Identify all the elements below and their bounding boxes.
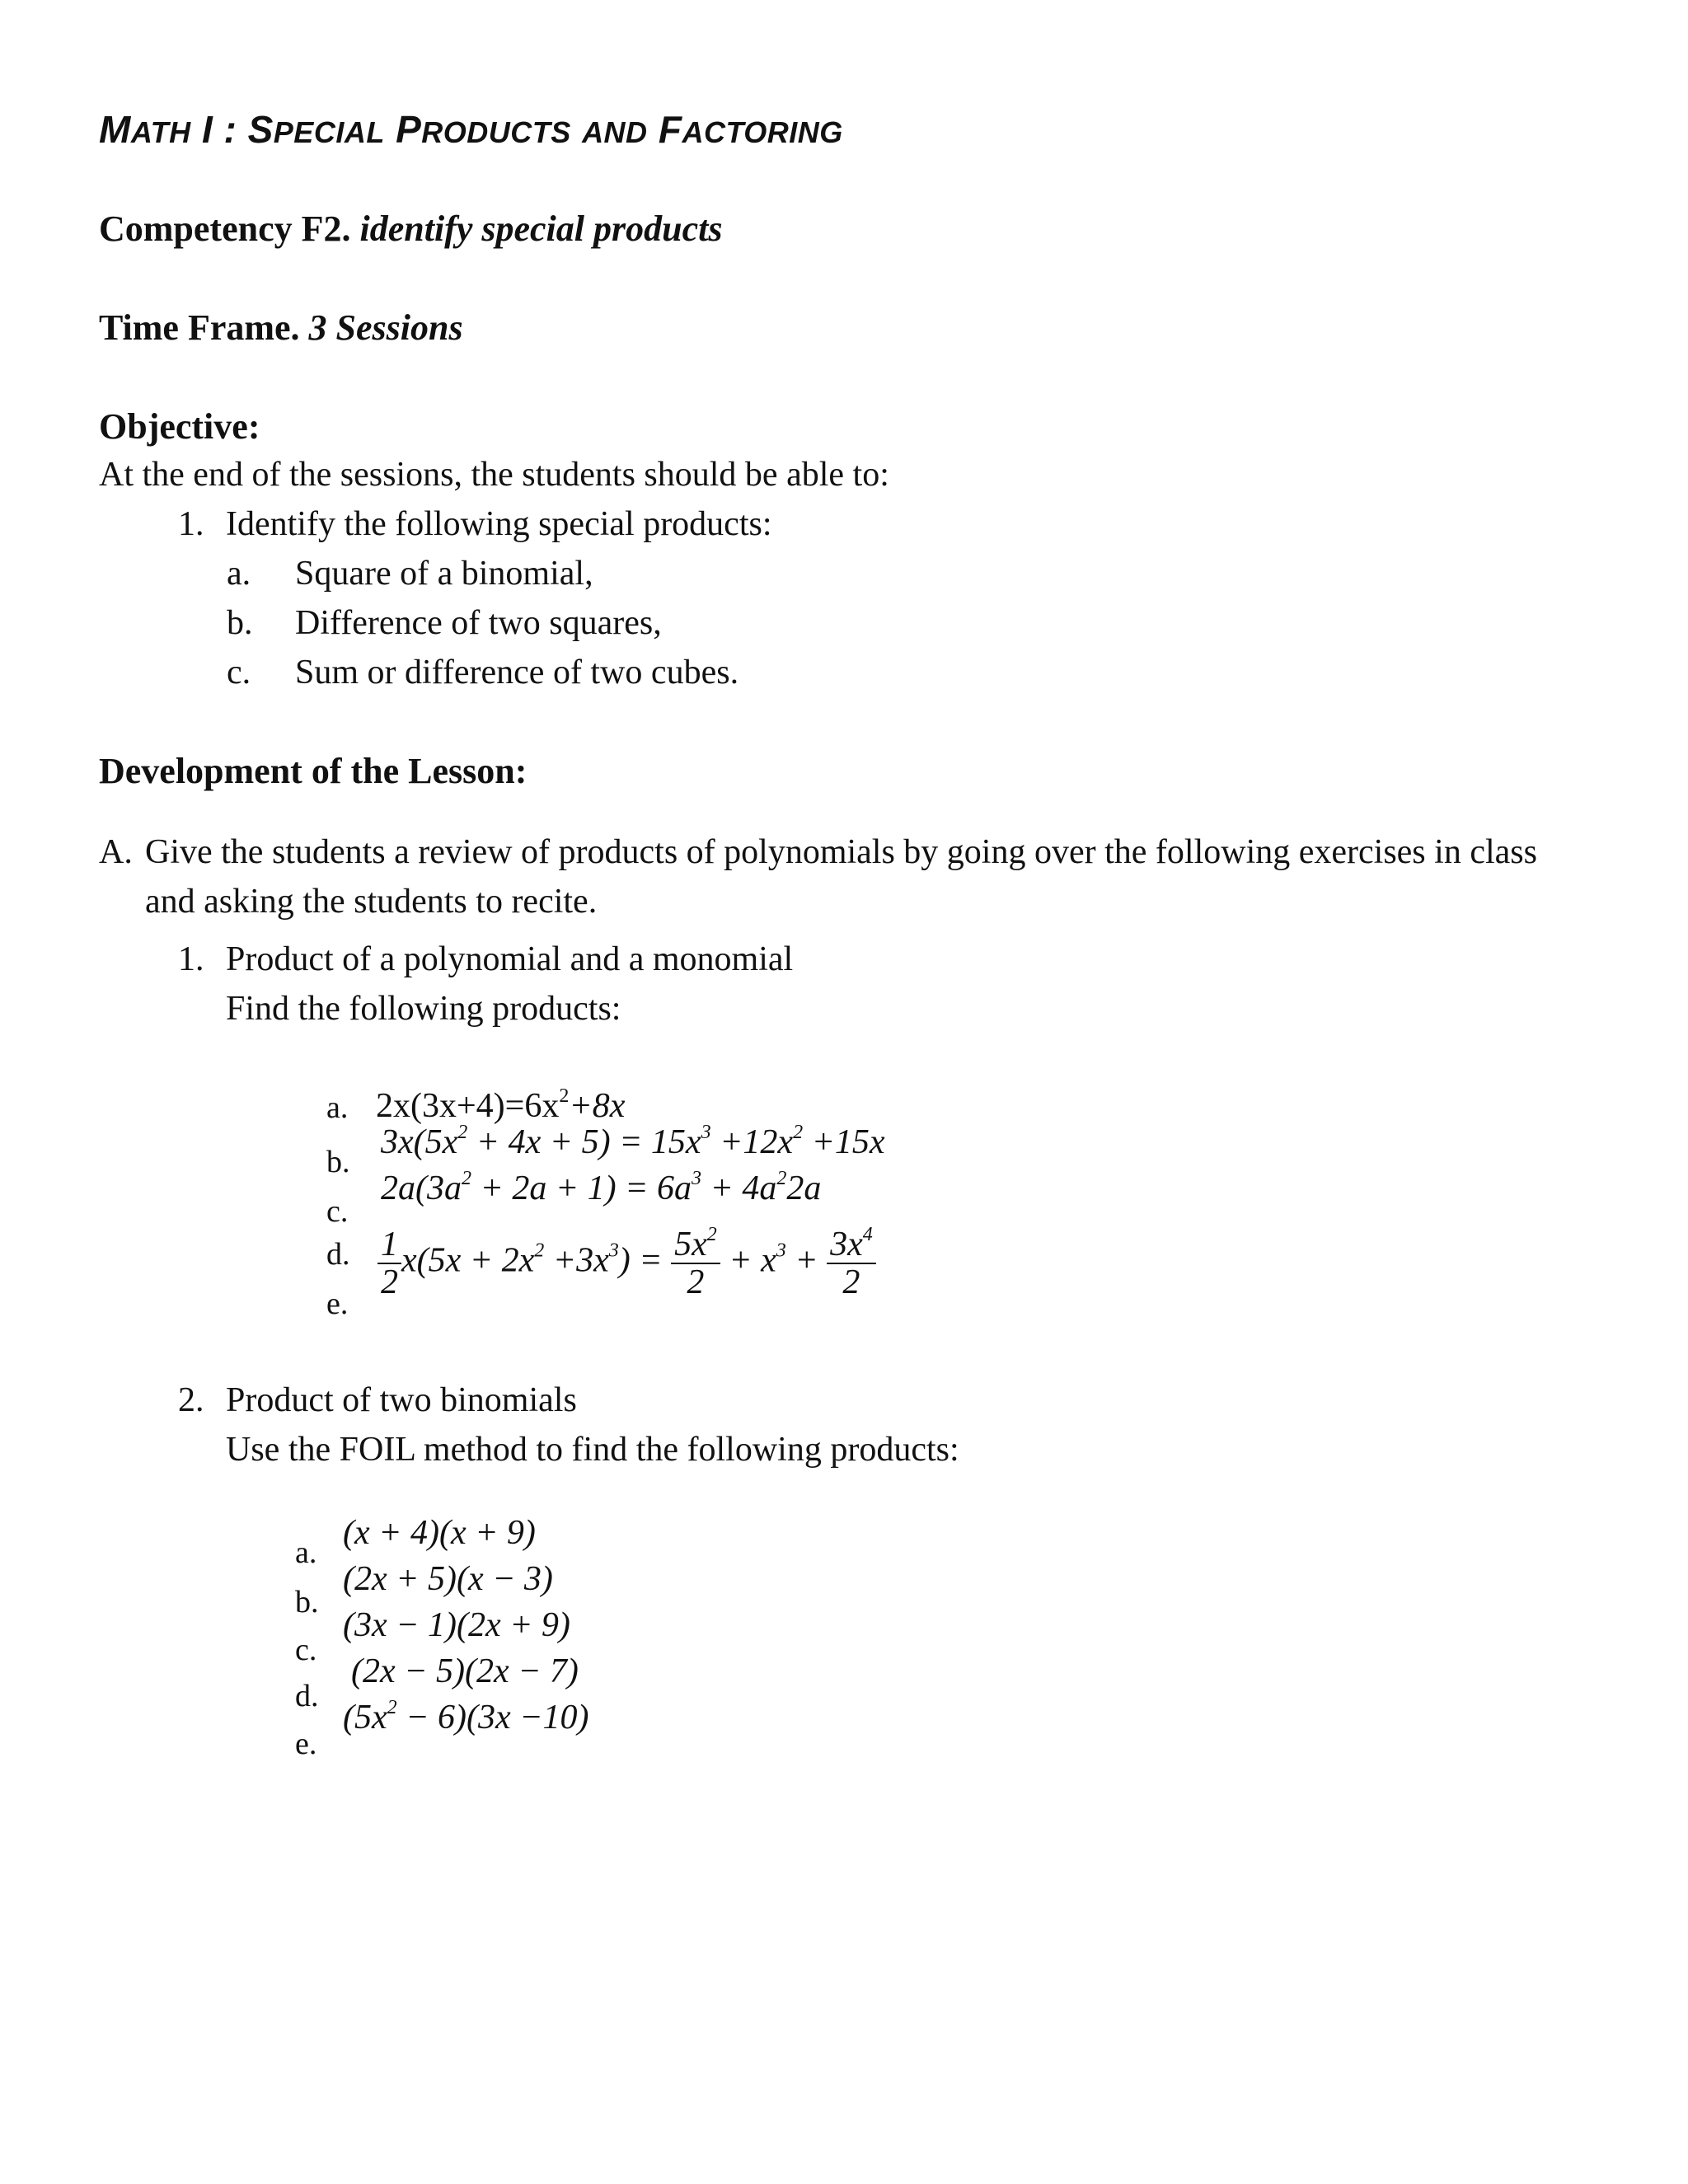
exercise-1b: $3x(5x^2 + 4x + 5) = 15x^3 +12x^2 +15x$	[381, 1122, 885, 1161]
objective-heading: Objective:	[99, 406, 260, 447]
fraction-five-x-squared-halves: $\frac{5x^2}{2}$	[671, 1226, 720, 1301]
exercise-letter: a.	[295, 1535, 317, 1570]
exercise-letter: c.	[295, 1633, 317, 1667]
competency-line	[99, 208, 722, 250]
time-frame-value: 3 Sessions	[308, 307, 463, 348]
objective-subitem-text: Sum or difference of two cubes.	[295, 654, 739, 691]
exercise-1d: $\frac{1}{2}$ $x(5x + 2x^2 +3x^3)$ = $\frac{5x^2}{2}$ + $x^3$ + $\frac{3x^4}{2}$	[377, 1226, 876, 1301]
part-2-title: Product of two binomials	[226, 1381, 577, 1419]
competency-label: Competency F2.	[99, 209, 351, 249]
fraction-three-x-fourth-halves: $\frac{3x^4}{2}$	[827, 1226, 876, 1301]
exercise-letter: e.	[326, 1286, 349, 1321]
exercise-2b: (2x + 5)(x − 3)	[343, 1560, 553, 1598]
objective-subitem-letter: a.	[227, 555, 251, 593]
competency-value: identify special products	[359, 209, 723, 249]
part-2-instruction: Use the FOIL method to find the following products:	[226, 1431, 959, 1469]
development-heading: Development of the Lesson:	[99, 751, 528, 791]
section-a-line-2: and asking the students to recite.	[145, 883, 598, 921]
time-frame-label: Time Frame.	[99, 307, 300, 348]
page-title: MATH I : SPECIAL PRODUCTS AND FACTORING	[99, 108, 843, 151]
section-a-label: A.	[99, 833, 133, 871]
exercise-letter: e.	[295, 1727, 317, 1761]
part-1-instruction: Find the following products:	[226, 990, 621, 1028]
part-1-number: 1.	[178, 940, 204, 978]
exercise-2a: (x + 4)(x + 9)	[343, 1514, 536, 1552]
part-1-title: Product of a polynomial and a monomial	[226, 940, 794, 978]
exercise-letter: b.	[295, 1585, 319, 1619]
objective-subitem-text: Difference of two squares,	[295, 604, 662, 642]
exercise-2e: $(5x^2 - 6)(3x -10)$	[343, 1697, 589, 1736]
objective-subitem-text: Square of a binomial,	[295, 555, 593, 593]
fraction-one-half: $\frac{1}{2}$	[377, 1226, 401, 1301]
objective-item-text: Identify the following special products:	[226, 505, 772, 543]
objective-subitem-letter: b.	[227, 604, 253, 642]
exercise-2c: (3x − 1)(2x + 9)	[343, 1606, 570, 1644]
exercise-letter: d.	[326, 1237, 350, 1272]
exercise-1c: $2a(3a^2 + 2a + 1) = 6a^3 + 4a^22a$	[381, 1168, 822, 1207]
exercise-2d: (2x − 5)(2x − 7)	[351, 1652, 579, 1690]
exercise-1a: $2x(3x+4)=6x^2+8x$	[376, 1085, 626, 1125]
exercise-letter: a.	[326, 1090, 349, 1125]
time-frame-line	[99, 307, 463, 349]
exercise-letter: b.	[326, 1145, 350, 1179]
objective-subitem-letter: c.	[227, 654, 251, 691]
exercise-letter: d.	[295, 1679, 319, 1713]
objective-item-number: 1.	[178, 505, 204, 543]
part-2-number: 2.	[178, 1381, 204, 1419]
objective-intro: At the end of the sessions, the students should be able to:	[99, 456, 889, 494]
section-a-line-1: Give the students a review of products of polynomials by going over the following exercises in class	[145, 833, 1537, 871]
exercise-letter: c.	[326, 1194, 349, 1229]
